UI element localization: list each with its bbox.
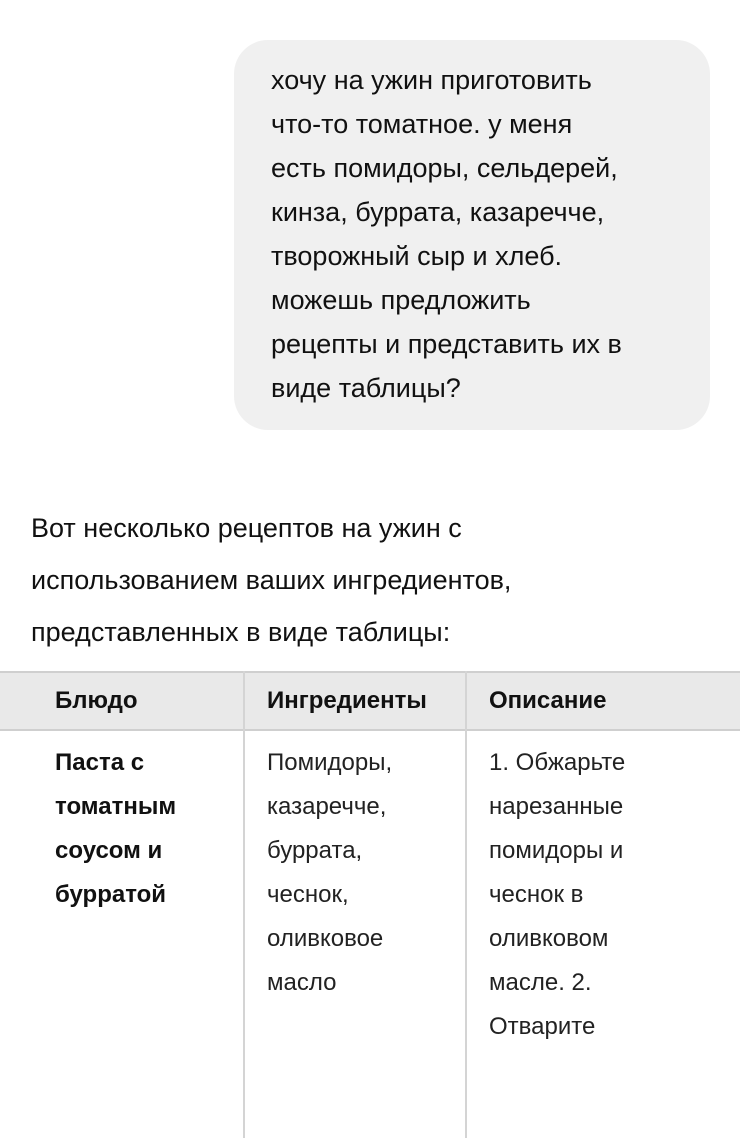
cell-description: 1. Обжарьте нарезанные помидоры и чеснок в оливковом масле. 2. Отварите (489, 749, 626, 1040)
assistant-message-intro: Вот несколько рецептов на ужин с использованием ваших ингредиентов, представленных в виде таблицы: (31, 513, 512, 647)
header-description: Описание (489, 687, 607, 714)
cell-ingredients: Помидоры, казаречче, буррата, чеснок, оливковое масло (267, 749, 393, 996)
user-message-bubble (234, 40, 710, 430)
header-ingredients: Ингредиенты (267, 687, 427, 714)
recipe-table (0, 671, 740, 1138)
column-divider (243, 671, 245, 1138)
column-divider (465, 671, 467, 1138)
user-message-text: хочу на ужин приготовить что-то томатное. у меня есть помидоры, сельдерей, кинза, буррата, казаречче, творожный сыр и хлеб. можешь предложить рецепты и представить их в виде таблицы? (271, 65, 622, 403)
cell-dish: Паста с томатным соусом и бурратой (55, 749, 177, 908)
header-dish: Блюдо (55, 687, 138, 714)
